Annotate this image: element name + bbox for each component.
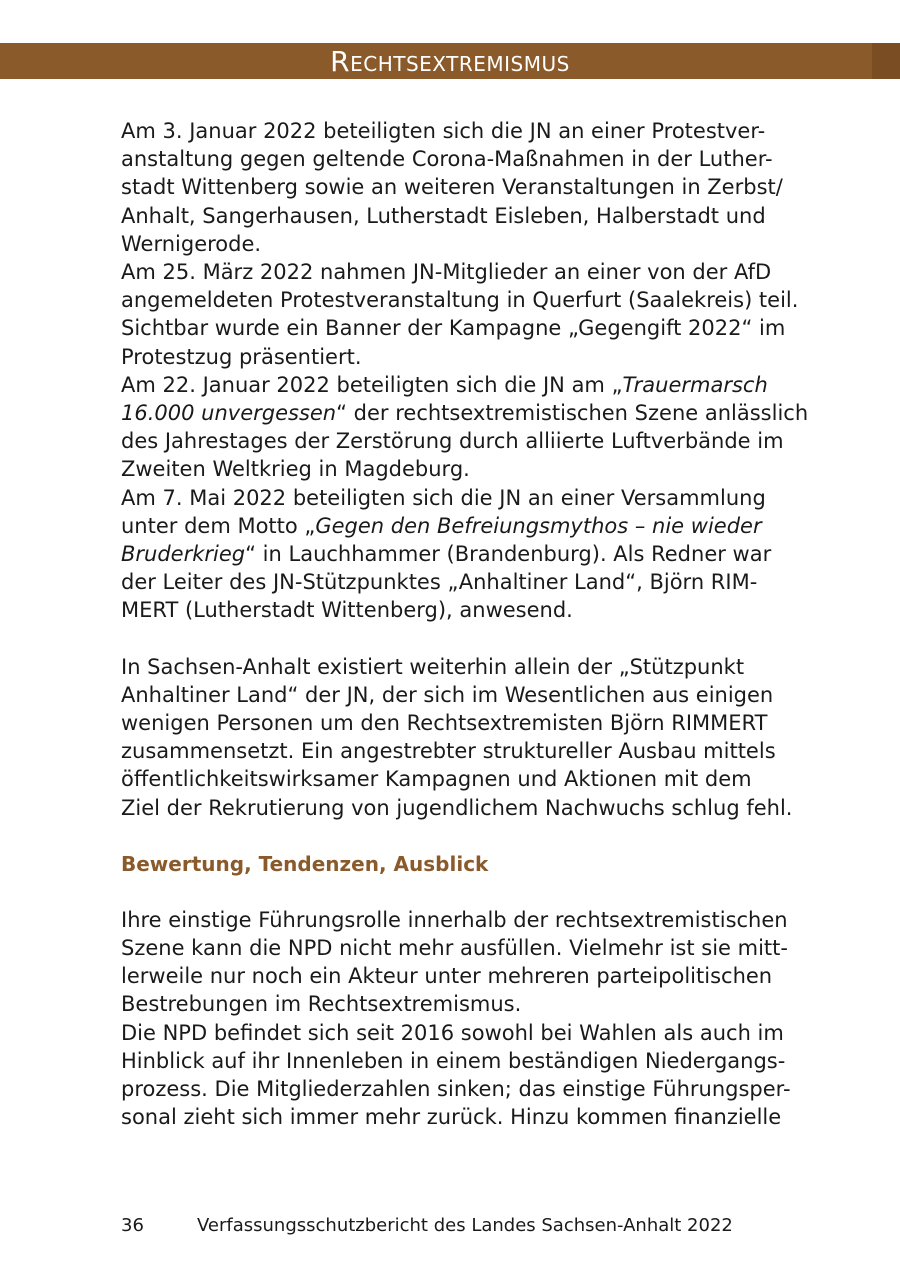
text-line: Ziel der Rekrutierung von jugendlichem Nachwuchs schlug fehl. xyxy=(121,795,793,820)
paragraph-jn-lauchhammer xyxy=(121,484,791,625)
italic-quote: Trauermarsch xyxy=(622,372,768,397)
text-line: lerweile nur noch ein Akteur unter mehreren parteipolitischen xyxy=(121,964,773,989)
text-line: Anhalt, Sangerhausen, Lutherstadt Eisleben, Halberstadt und xyxy=(121,203,766,228)
text-line: angemeldeten Protestveranstaltung in Querfurt (Saalekreis) teil. xyxy=(121,288,799,313)
text-line: Wernigerode. xyxy=(121,231,262,256)
text-line: Protestzug präsentiert. xyxy=(121,344,362,369)
text-line: zusammensetzt. Ein angestrebter struktureller Ausbau mittels xyxy=(121,739,776,764)
paragraph-npd-decline xyxy=(121,1019,791,1132)
text-run: “ in Lauchhammer (Brandenburg). Als Redner war xyxy=(245,542,772,567)
section-heading: Bewertung, Tendenzen, Ausblick xyxy=(121,851,489,876)
text-line: wenigen Personen um den Rechtsextremisten Björn RIMMERT xyxy=(121,711,768,736)
paragraph-gap xyxy=(121,878,791,906)
publication-title: Verfassungsschutzbericht des Landes Sachsen-Anhalt 2022 xyxy=(197,1215,733,1236)
text-line: Die NPD befindet sich seit 2016 sowohl bei Wahlen als auch im xyxy=(121,1020,784,1045)
text-run: unter dem Motto „ xyxy=(121,513,316,538)
italic-quote: 16.000 unvergessen xyxy=(121,401,337,426)
paragraph-jn-magdeburg xyxy=(121,371,809,484)
page-number: 36 xyxy=(121,1215,144,1236)
text-run: Am 22. Januar 2022 beteiligten sich die JN am „ xyxy=(121,372,623,397)
chapter-title: Rechtsextremismus xyxy=(330,45,570,78)
text-line: Am 3. Januar 2022 beteiligten sich die JN an einer Protestver- xyxy=(121,119,766,143)
text-line: Anhaltiner Land“ der JN, der sich im Wesentlichen aus einigen xyxy=(121,682,774,707)
paragraph-jn-wittenberg xyxy=(121,117,791,258)
paragraph-npd-role xyxy=(121,906,791,1019)
text-line: stadt Wittenberg sowie an weiteren Veranstaltungen in Zerbst/ xyxy=(121,175,783,200)
text-line: Am 7. Mai 2022 beteiligten sich die JN an einer Versammlung xyxy=(121,485,766,510)
text-line: Zweiten Weltkrieg in Magdeburg. xyxy=(121,457,470,482)
text-line xyxy=(121,540,791,568)
italic-quote: Bruderkrieg xyxy=(121,542,246,567)
italic-quote: Gegen den Befreiungsmythos – nie wieder xyxy=(315,513,762,538)
text-line: Hinblick auf ihr Innenleben in einem beständigen Niedergangs- xyxy=(121,1048,786,1073)
text-line: Am 25. März 2022 nahmen JN-Mitglieder an einer von der AfD xyxy=(121,260,772,285)
paragraph-stuetzpunkt xyxy=(121,653,791,822)
text-line: der Leiter des JN-Stützpunktes „Anhaltiner Land“, Björn RIM- xyxy=(121,570,758,595)
text-line: Szene kann die NPD nicht mehr ausfüllen. Vielmehr ist sie mitt- xyxy=(121,936,788,961)
header-bar-accent xyxy=(872,43,900,79)
text-line: des Jahrestages der Zerstörung durch alliierte Luftverbände im xyxy=(121,429,784,454)
chapter-header-bar xyxy=(0,43,900,79)
paragraph-gap xyxy=(121,822,791,850)
page-footer xyxy=(121,1214,733,1238)
text-line xyxy=(121,512,791,540)
text-line: Ihre einstige Führungsrolle innerhalb der rechtsextremistischen xyxy=(121,907,788,932)
text-line: prozess. Die Mitgliederzahlen sinken; das einstige Führungsper- xyxy=(121,1077,791,1102)
paragraph-jn-querfurt xyxy=(121,258,799,371)
text-line: MERT (Lutherstadt Wittenberg), anwesend. xyxy=(121,598,573,623)
page-body xyxy=(121,117,809,1132)
text-line xyxy=(121,371,791,399)
text-line: sonal zieht sich immer mehr zurück. Hinzu kommen finanzielle xyxy=(121,1105,782,1130)
text-line: anstaltung gegen geltende Corona-Maßnahmen in der Luther- xyxy=(121,147,773,172)
text-line xyxy=(121,399,809,427)
text-line: Sichtbar wurde ein Banner der Kampagne „Gegengift 2022“ im xyxy=(121,316,786,341)
text-run: “ der rechtsextremistischen Szene anlässlich xyxy=(336,401,809,426)
text-line: Bestrebungen im Rechtsextremismus. xyxy=(121,992,522,1017)
text-line: öffentlichkeitswirksamer Kampagnen und Aktionen mit dem xyxy=(121,767,752,792)
paragraph-gap xyxy=(121,625,791,653)
text-line: In Sachsen-Anhalt existiert weiterhin allein der „Stützpunkt xyxy=(121,654,745,679)
